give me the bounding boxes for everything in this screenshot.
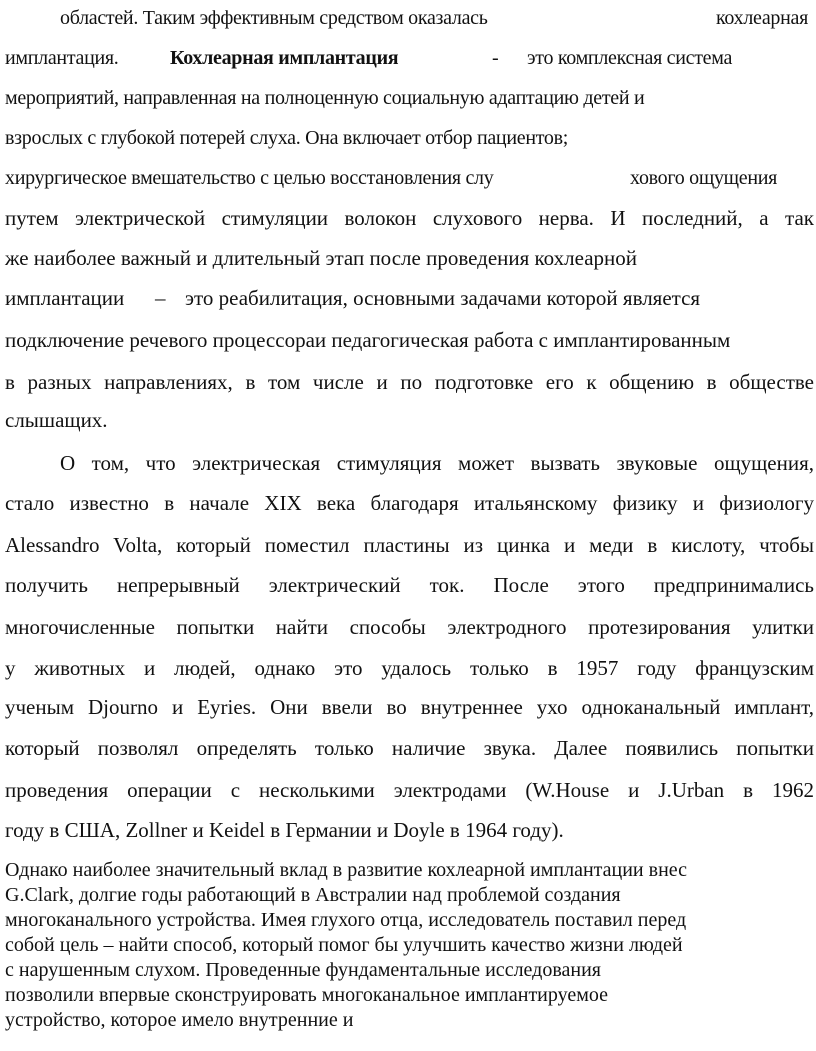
text-line: году в США, Zollner и Keidel в Германии и Doyle в 1964 году). <box>5 818 564 842</box>
text-line: имплантации – это реабилитация, основными задачами которой является <box>5 286 701 310</box>
text-line: О том, что электрическая стимуляция может вызвать звуковые ощущения, <box>60 451 814 475</box>
text-line: областей. Таким эффективным средством оказалась кохлеарная <box>60 7 808 29</box>
text-line: стало известно в начале XIX века благодаря итальянскому физику и физиологу <box>5 491 814 515</box>
text-line: многочисленные попытки найти способы электродного протезирования улитки <box>5 615 814 639</box>
text-line: подключение речевого процессораи педагогическая работа с имплантированным <box>5 328 731 352</box>
text-line: Однако наиболее значительный вклад в развитие кохлеарной имплантации внес <box>5 859 688 881</box>
bold-term: Кохлеарная имплантация <box>170 47 399 69</box>
text-line: с нарушенным слухом. Проведенные фундаментальные исследования <box>5 959 601 981</box>
text-line: ученым Djourno и Eyries. Они ввели во внутреннее ухо одноканальный имплант, <box>5 695 814 719</box>
text-line: у животных и людей, однако это удалось только в 1957 году французским <box>5 656 814 680</box>
text-line: мероприятий, направленная на полноценную социальную адаптацию детей и <box>5 87 645 109</box>
text-line: G.Clark, долгие годы работающий в Австралии над проблемой создания <box>5 884 621 906</box>
text-line: же наиболее важный и длительный этап после проведения кохлеарной <box>5 246 638 270</box>
text-line: имплантация. Кохлеарная имплантация - это комплексная система <box>5 47 733 69</box>
text-line: проведения операции с несколькими электродами (W.House и J.Urban в 1962 <box>5 778 814 802</box>
text-line: позволили впервые сконструировать многоканальное имплантируемое <box>5 984 609 1006</box>
text-line: получить непрерывный электрический ток. После этого предпринимались <box>5 573 814 597</box>
text-line: который позволял определять только наличие звука. Далее появились попытки <box>5 736 814 760</box>
text-line: слышащих. <box>5 408 108 432</box>
text-line: взрослых с глубокой потерей слуха. Она включает отбор пациентов; <box>5 127 568 149</box>
text-line: путем электрической стимуляции волокон слухового нерва. И последний, а так <box>5 206 814 230</box>
text-line: многоканального устройства. Имея глухого отца, исследователь поставил перед <box>5 909 687 931</box>
text-line: в разных направлениях, в том числе и по подготовке его к общению в обществе <box>5 370 814 394</box>
text-line: Alessandro Volta, который поместил пластины из цинка и меди в кислоту, чтобы <box>5 533 814 557</box>
text-line: устройство, которое имело внутренние и <box>5 1009 354 1031</box>
text-line: хирургическое вмешательство с целью восстановления слу хового ощущения <box>5 167 778 189</box>
text-line: собой цель – найти способ, который помог бы улучшить качество жизни людей <box>5 934 683 956</box>
